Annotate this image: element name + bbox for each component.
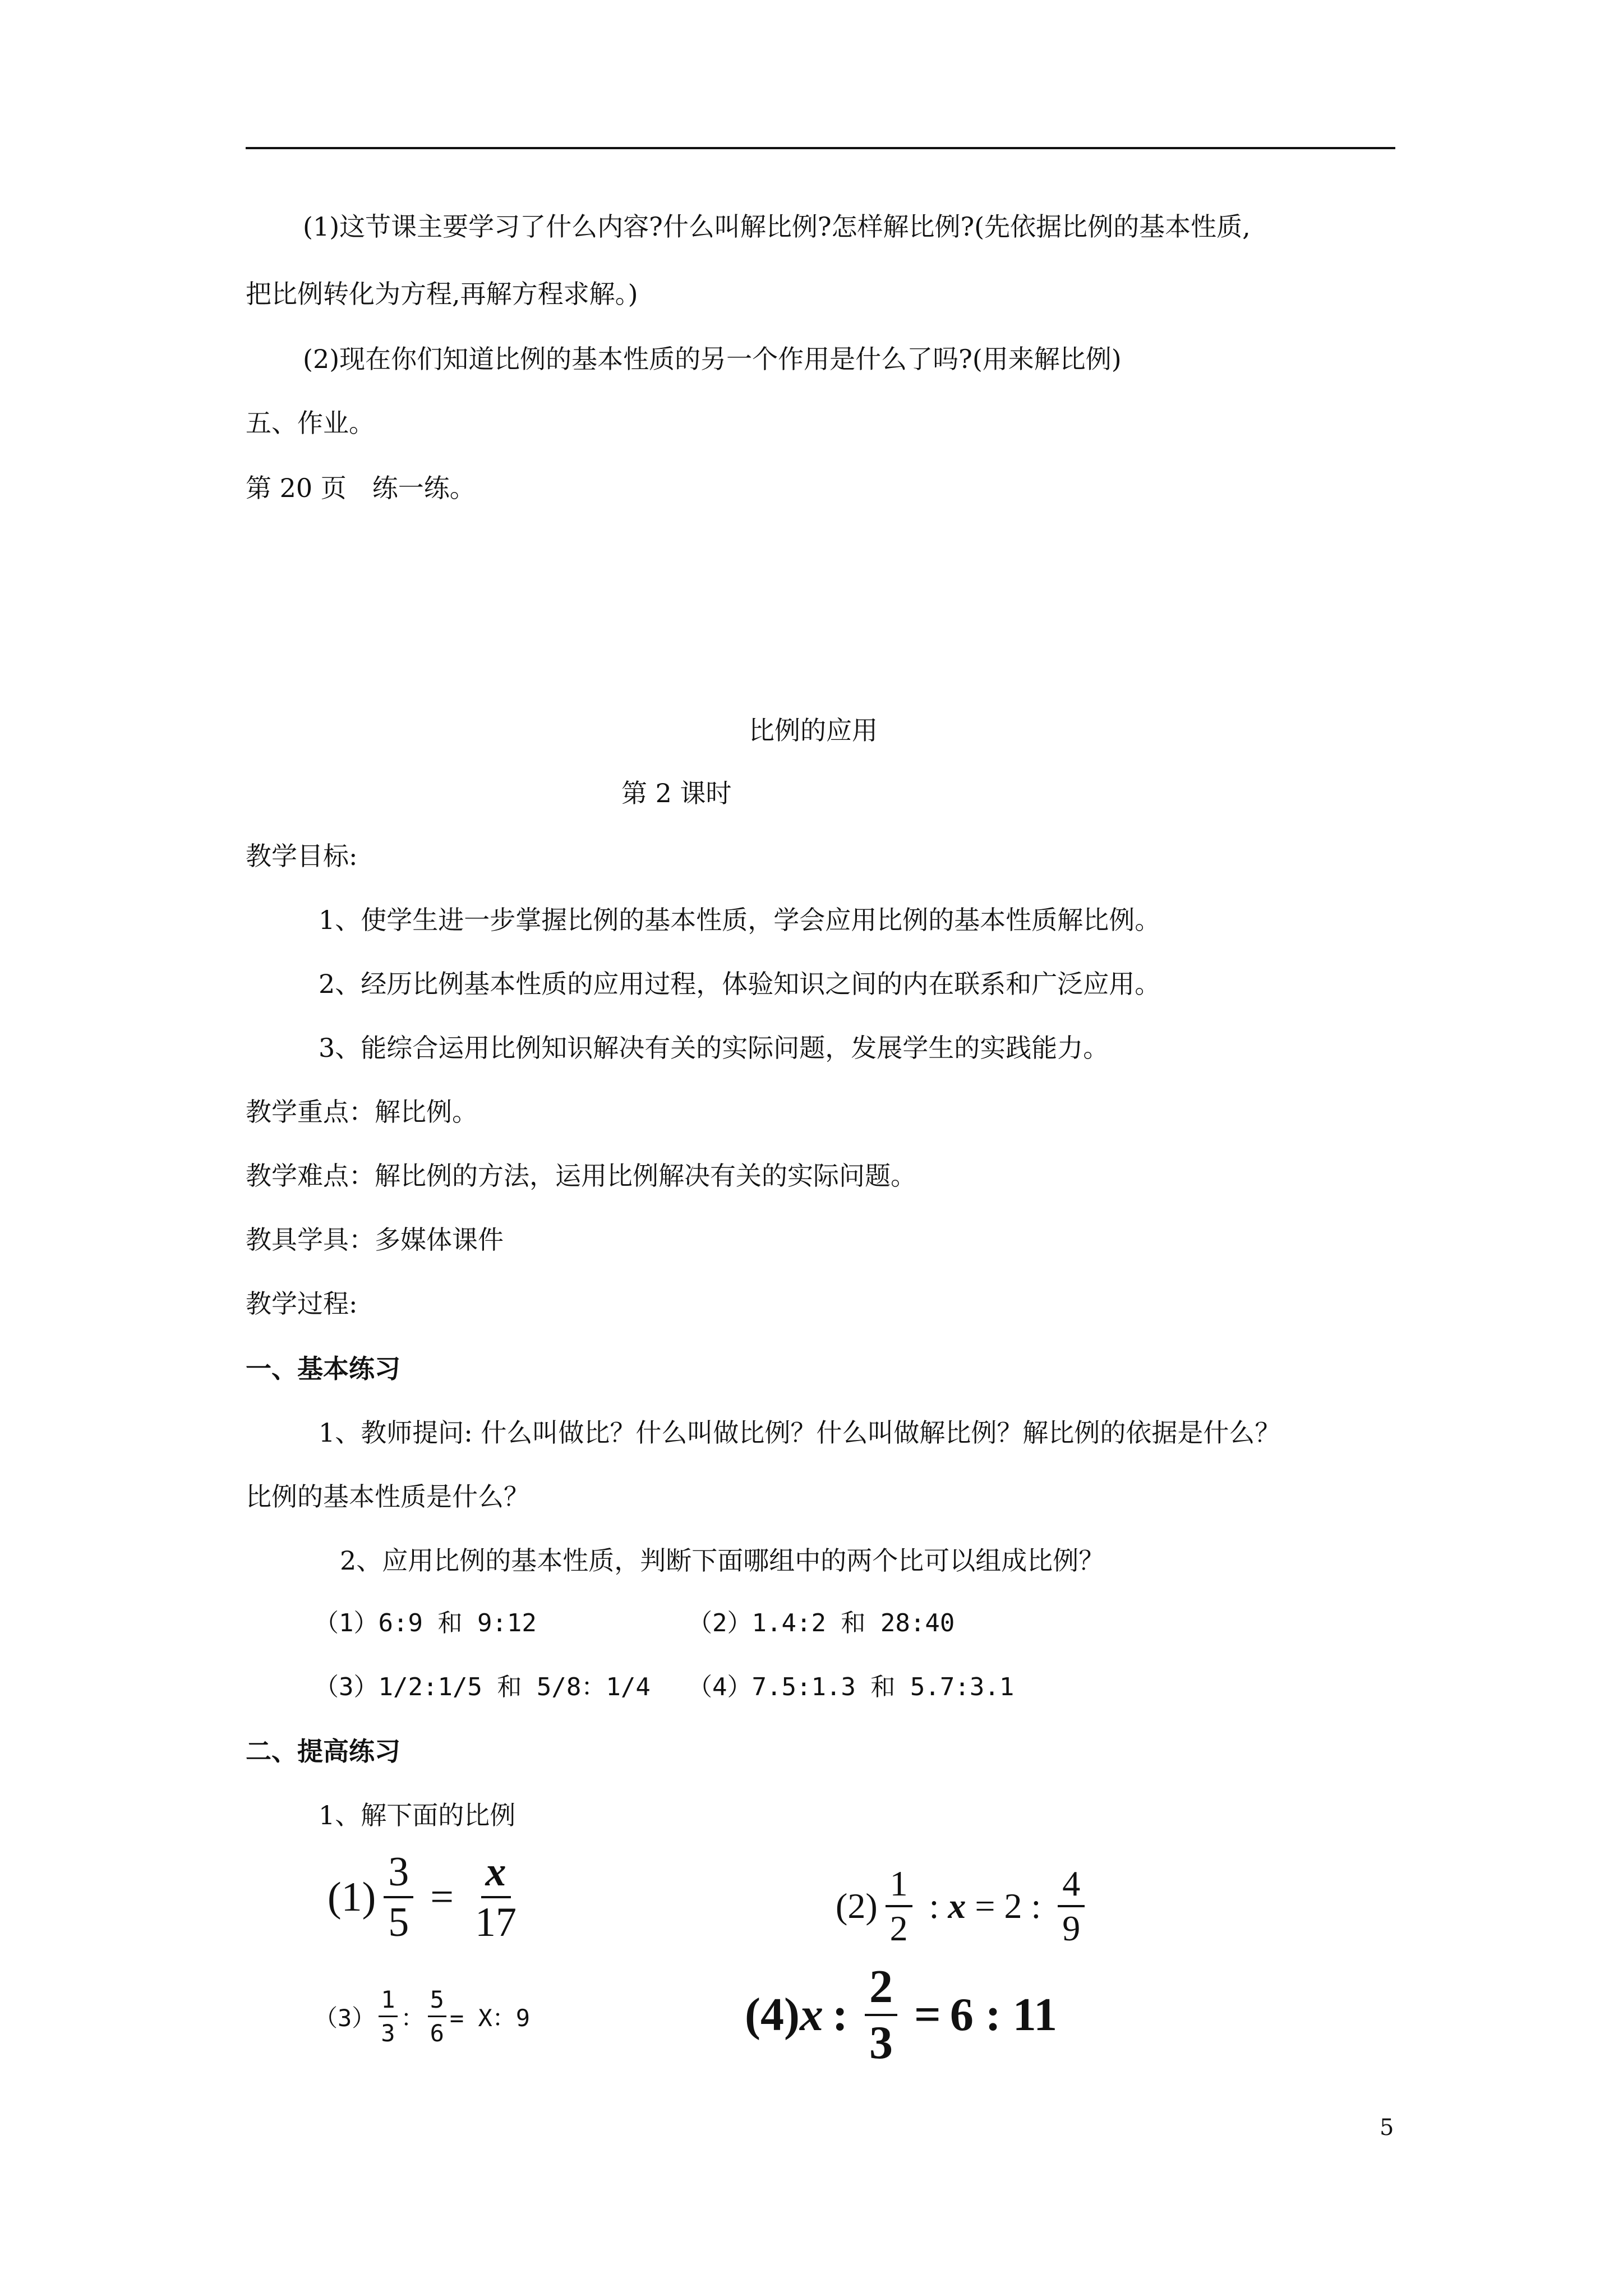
lesson-title: 比例的应用: [749, 715, 878, 746]
paragraph-2: (2)现在你们知道比例的基本性质的另一个作用是什么了吗?(用来解比例): [303, 344, 1122, 374]
equation-2-colon-2: :: [1031, 1886, 1041, 1926]
objective-2: 2、经历比例基本性质的应用过程，体验知识之间的内在联系和广泛应用。: [319, 969, 1161, 999]
equation-2-colon-1: :: [929, 1886, 939, 1926]
section-1-heading: 一、基本练习: [246, 1354, 400, 1384]
section-1-question-1-line-1: 1、教师提问: 什么叫做比？什么叫做比例？什么叫做解比例？解比例的依据是什么？: [319, 1418, 1281, 1448]
equation-3-b-denominator: 6: [430, 2019, 444, 2047]
equation-4-a-denominator: 3: [869, 2017, 893, 2069]
equation-2-d-denominator: 9: [1062, 1908, 1081, 1948]
paragraph-1-line-1: (1)这节课主要学习了什么内容?什么叫解比例?怎样解比例?(先依据比例的基本性质,: [303, 211, 1251, 242]
exercise-item-3: （3）1/2:1/5 和 5/8：1/4: [314, 1673, 651, 1701]
homework-heading: 五、作业。: [246, 408, 375, 438]
difficulty: 教学难点：解比例的方法，运用比例解决有关的实际问题。: [246, 1161, 916, 1191]
equation-2-a-numerator: 1: [886, 1866, 912, 1907]
objectives-label: 教学目标:: [246, 841, 358, 871]
process-label: 教学过程:: [246, 1289, 358, 1319]
equation-4-variable: x: [799, 1989, 823, 2041]
equation-3-a-denominator: 3: [381, 2019, 395, 2047]
equation-4-a-numerator: 2: [865, 1963, 897, 2016]
teaching-tools: 教具学具：多媒体课件: [246, 1225, 504, 1255]
equation-2-c: 2: [1004, 1886, 1022, 1926]
equation-1-equals: =: [430, 1874, 454, 1920]
equation-4-equals: =: [914, 1989, 941, 2041]
equation-1-b-numerator: x: [481, 1851, 511, 1898]
equation-1-fraction-a: [384, 1851, 413, 1943]
equation-2-variable: x: [948, 1886, 966, 1926]
exercise-item-4: （4）7.5:1.3 和 5.7:3.1: [688, 1673, 1015, 1701]
equation-2-fraction-d: [1058, 1866, 1085, 1947]
lesson-subtitle: 第 2 课时: [621, 778, 732, 808]
equation-3-rest: = X：9: [449, 2004, 531, 2032]
equation-1: [328, 1851, 529, 1943]
equation-3-colon: ：: [400, 2004, 425, 2032]
equation-2-label: (2): [836, 1886, 878, 1926]
header-rule: [246, 147, 1395, 149]
section-1-question-1-line-2: 比例的基本性质是什么？: [246, 1481, 529, 1512]
equation-1-label: (1): [328, 1874, 376, 1920]
equation-2-fraction-a: [886, 1866, 912, 1947]
objective-3: 3、能综合运用比例知识解决有关的实际问题，发展学生的实践能力。: [319, 1033, 1109, 1063]
equation-4: [745, 1963, 1057, 2067]
equation-4-colon: :: [832, 1989, 848, 2041]
equation-4-rest: 6 : 11: [949, 1989, 1058, 2041]
equation-3: [314, 1986, 530, 2047]
equation-2-d-numerator: 4: [1058, 1866, 1085, 1907]
equation-3-a-numerator: 1: [379, 1986, 397, 2017]
equation-2: [836, 1866, 1092, 1947]
equation-3-fraction-a: [379, 1986, 397, 2047]
equation-4-fraction-a: [865, 1963, 897, 2067]
objective-1: 1、使学生进一步掌握比例的基本性质，学会应用比例的基本性质解比例。: [319, 905, 1161, 935]
paragraph-1-line-2: 把比例转化为方程,再解方程求解。): [246, 279, 638, 309]
equation-2-a-denominator: 2: [889, 1908, 908, 1948]
key-point: 教学重点：解比例。: [246, 1097, 478, 1127]
equation-1-b-denominator: 17: [475, 1899, 517, 1945]
equation-3-b-numerator: 5: [428, 1986, 446, 2017]
section-2-question-1: 1、解下面的比例: [319, 1800, 516, 1830]
equation-2-equals: =: [975, 1886, 995, 1926]
equation-3-fraction-b: [428, 1986, 446, 2047]
section-1-question-2: 2、应用比例的基本性质，判断下面哪组中的两个比可以组成比例？: [340, 1545, 1105, 1576]
equation-4-label: (4): [745, 1989, 800, 2041]
exercise-item-2: （2）1.4:2 和 28:40: [688, 1609, 955, 1637]
equation-1-fraction-b: [471, 1851, 521, 1943]
exercise-item-1: （1）6:9 和 9:12: [314, 1609, 537, 1637]
equation-1-a-denominator: 5: [388, 1899, 409, 1945]
homework-text: 第 20 页 练一练。: [246, 473, 476, 503]
equation-1-a-numerator: 3: [384, 1851, 413, 1898]
equation-3-label: （3）: [314, 2004, 376, 2032]
section-2-heading: 二、提高练习: [246, 1736, 400, 1766]
page-number: 5: [1380, 2115, 1394, 2141]
